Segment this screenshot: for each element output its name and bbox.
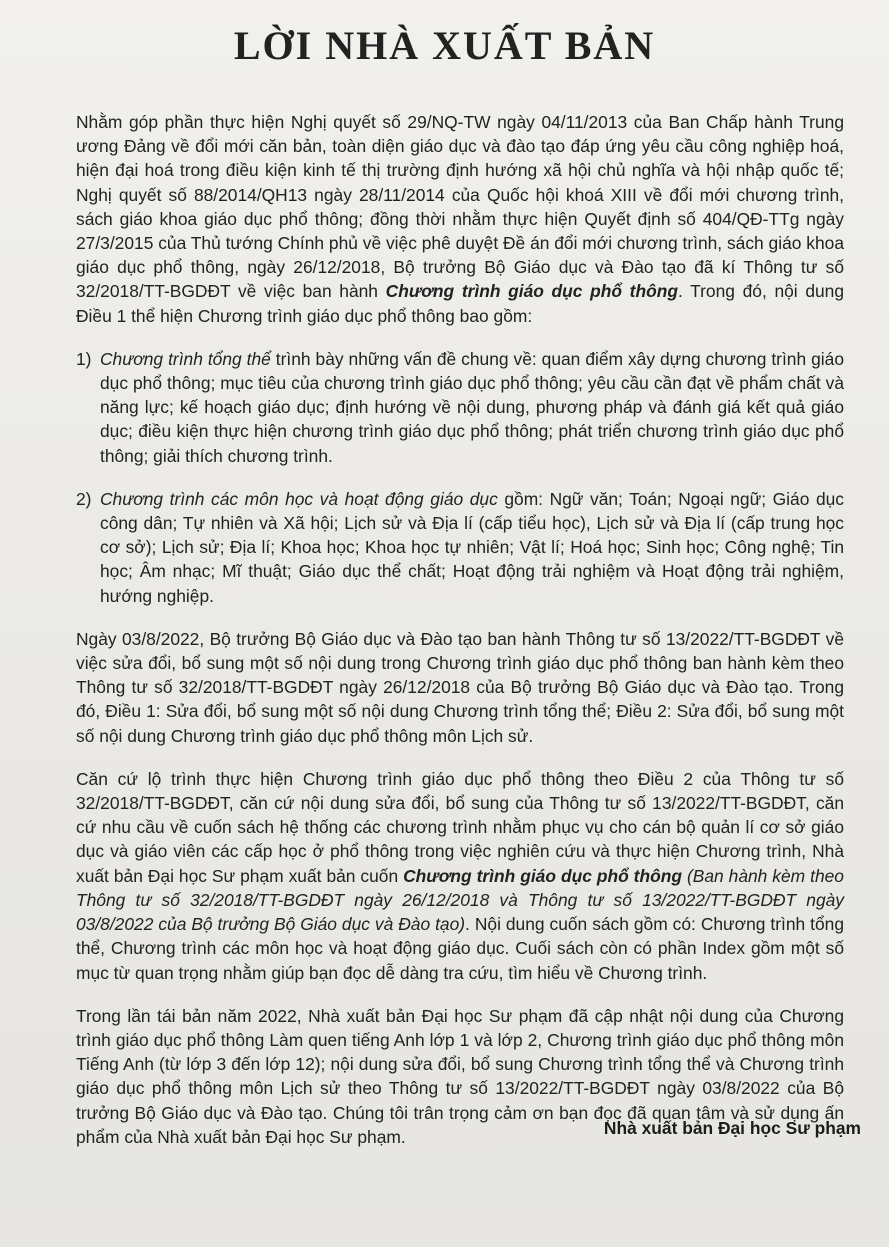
list-item-text: trình bày những vấn đề chung về: quan điểm xây dựng chương trình giáo dục phổ thông; mục tiêu của chương trình giáo dục phổ thông; yêu cầu cần đạt về phẩm chất và năng lực; kế hoạch giáo dục; định hướng về nội dung, phương pháp và đánh giá kết quả giáo dục; điều kiện thực hiện chương trình giáo dục phổ thông; phát triển chương trình giáo dục phổ thông; giải thích chương trình. [100, 348, 844, 466]
publisher-signature: Nhà xuất bản Đại học Sư phạm [603, 1118, 861, 1138]
paragraph-basis-text: Căn cứ lộ trình thực hiện Chương trình giáo dục phổ thông theo Điều 2 của Thông tư số 32/2018/TT-BGDĐT, căn cứ nội dung sửa đổi, bổ sung của Thông tư số 13/2022/TT-BGDĐT, căn cứ nhu cầu về cuốn sách hệ thống các chương trình nhằm phục vụ cho cán bộ quản lí cơ sở giáo dục và giáo viên các cấp học ở phổ thông trong việc nghiên cứu và thực hiện Chương trình, Nhà xuất bản Đại học Sư phạm xuất bản cuốn [76, 768, 844, 886]
list-item-term: Chương trình các môn học và hoạt động giáo dục [100, 488, 498, 509]
list-number: 1) [76, 348, 92, 369]
list-item-general-program [76, 347, 844, 468]
list-number: 2) [76, 488, 92, 509]
book-subtitle-italic: (Ban hành kèm theo Thông tư số 32/2018/TT-BGDĐT ngày 26/12/2018 và Thông tư số 13/2022/TT-BGDĐT ngày 03/8/2022 của Bộ trưởng Bộ Giáo dục và Đào tạo) [76, 865, 844, 935]
page-title: LỜI NHÀ XUẤT BẢN [233, 23, 656, 68]
paragraph-intro-text: Nhằm góp phần thực hiện Nghị quyết số 29/NQ-TW ngày 04/11/2013 của Ban Chấp hành Trung ương Đảng về đổi mới căn bản, toàn diện giáo dục và đào tạo đáp ứng yêu cầu công nghiệp hoá, hiện đại hoá trong điều kiện kinh tế thị trường định hướng xã hội chủ nghĩa và hội nhập quốc tế; Nghị quyết số 88/2014/QH13 ngày 28/11/2014 của Quốc hội khoá XIII về đổi mới chương trình, sách giáo khoa giáo dục phổ thông; đồng thời nhằm thực hiện Quyết định số 404/QĐ-TTg ngày 27/3/2015 của Thủ tướng Chính phủ về việc phê duyệt Đề án đổi mới chương trình, sách giáo khoa giáo dục phổ thông, ngày 26/12/2018, Bộ trưởng Bộ Giáo dục và Đào tạo đã kí Thông tư số 32/2018/TT-BGDĐT về việc ban hành [76, 112, 844, 302]
list-item-subject-programs [76, 487, 844, 608]
list-item-text: gồm: Ngữ văn; Toán; Ngoại ngữ; Giáo dục công dân; Tự nhiên và Xã hội; Lịch sử và Địa lí (cấp tiểu học), Lịch sử và Địa lí (cấp trung học cơ sở); Lịch sử; Địa lí; Khoa học; Khoa học tự nhiên; Vật lí; Hoá học; Sinh học; Công nghệ; Tin học; Âm nhạc; Mĩ thuật; Giáo dục thể chất; Hoạt động trải nghiệm và Hoạt động trải nghiệm, hướng nghiệp. [100, 488, 844, 606]
paragraph-amendment: Ngày 03/8/2022, Bộ trưởng Bộ Giáo dục và Đào tạo ban hành Thông tư số 13/2022/TT-BGDĐT về việc sửa đổi, bổ sung một số nội dung trong Chương trình giáo dục phổ thông ban hành kèm theo Thông tư số 32/2018/TT-BGDĐT ngày 26/12/2018 của Bộ trưởng Bộ Giáo dục và Đào tạo. Trong đó, Điều 1: Sửa đổi, bổ sung một số nội dung Chương trình tổng thể; Điều 2: Sửa đổi, bổ sung một số nội dung Chương trình giáo dục phổ thông môn Lịch sử. [76, 628, 844, 746]
paragraph-basis-text-end: . Nội dung cuốn sách gồm có: Chương trình tổng thể, Chương trình các môn học và hoạt động giáo dục. Cuối sách còn có phần Index gồm một số mục từ quan trọng nhằm giúp bạn đọc dễ dàng tra cứu, tìm hiểu về Chương trình. [76, 914, 844, 983]
book-title-emphasis: Chương trình giáo dục phổ thông [403, 865, 682, 886]
paragraph-intro [76, 110, 844, 328]
document-body [76, 110, 844, 1168]
paragraph-basis [76, 767, 844, 985]
list-item-term: Chương trình tổng thể [100, 348, 271, 369]
list-item-body [100, 487, 844, 608]
program-title-emphasis: Chương trình giáo dục phổ thông [385, 281, 678, 302]
paragraph-intro-text-end: . Trong đó, nội dung Điều 1 thể hiện Chương trình giáo dục phổ thông bao gồm: [76, 281, 845, 326]
list-item-body [100, 347, 844, 468]
paragraph-reprint: Trong lần tái bản năm 2022, Nhà xuất bản Đại học Sư phạm đã cập nhật nội dung của Chương trình giáo dục phổ thông Làm quen tiếng Anh lớp 1 và lớp 2, Chương trình giáo dục phổ thông môn Tiếng Anh (từ lớp 3 đến lớp 12); nội dung sửa đổi, bổ sung Chương trình tổng thể và Chương trình giáo dục phổ thông môn Lịch sử theo Thông tư số 13/2022/TT-BGDĐT ngày 03/8/2022 của Bộ trưởng Bộ Giáo dục và Đào tạo. Chúng tôi trân trọng cảm ơn bạn đọc đã quan tâm và sử dụng ấn phẩm của Nhà xuất bản Đại học Sư phạm. [76, 1005, 844, 1147]
